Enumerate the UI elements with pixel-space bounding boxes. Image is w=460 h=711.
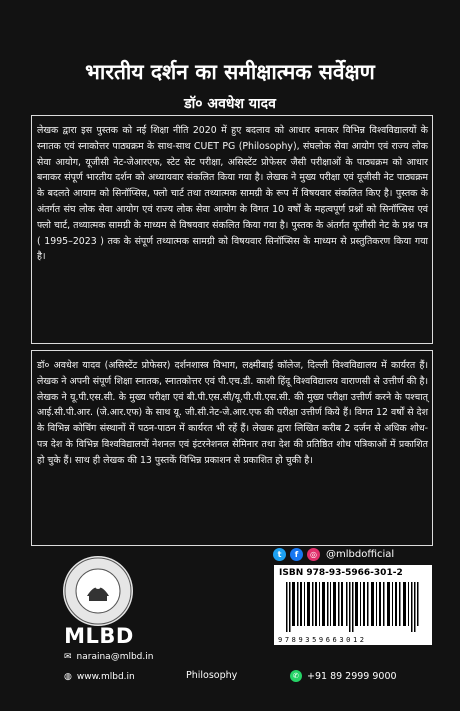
social-handle[interactable]: @mlbdofficial [326,549,395,560]
publisher-seal [63,556,133,626]
instagram-icon[interactable]: ◎ [307,548,320,561]
phone-contact[interactable] [290,670,397,682]
author-name: डॉ० अवधेश यादव [184,96,276,112]
author-bio-box [31,350,433,546]
social-links [273,548,394,561]
phone-text[interactable]: +91 89 2999 9000 [307,670,397,682]
facebook-icon[interactable]: f [290,548,303,561]
email-text[interactable]: naraina@mlbd.in [76,652,154,662]
book-description: लेखक द्वारा इस पुस्तक को नई शिक्षा नीति 2020 में हुए बदलाव को आधार बनाकर विभिन्न विश्वविद्यालयों के स्नातक एवं स्नाकोत्तर पाठ्यक्रम के साथ-साथ CUET PG (Philosophy), संघलोक सेवा आयोग एवं राज्य लोक सेवा आयोग, यूजीसी नेट-जेआरएफ, स्टेट सेट परीक्षा, असिस्टेंट प्रोफेसर जैसी परीक्षाओं के पाठ्यक्रम को आधार बनाकर संपूर्ण भारतीय दर्शन को अध्यायवार संकलित किया गया है। लेखक ने मुख्य परीक्षा एवं यूजीसी नेट पाठ्यक्रम के बदलते आयाम को सिनॉप्सिस, फ्लो चार्ट तथा तथ्यात्मक सामग्री के रूप में विषयवार संकलित किए है। पुस्तक के अंतर्गत संघ लोक सेवा आयोग एवं राज्य लोक सेवा आयोग के विगत 10 वर्षों के महत्वपूर्ण प्रश्नों को सिनॉप्सिस एवं फ्लो चार्ट, तथ्यात्मक सामग्री के माध्यम से विषयवार संकलित किया गया है। पुस्तक के अंतर्गत यूजीसी नेट के प्रश्न पत्र ( 1995–2023 ) तक के संपूर्ण तथ्यात्मक सामग्री को विषयवार सिनॉप्सिस के माध्यम से प्रस्तुतिकरण किया गया है। [37,125,428,263]
website-text[interactable]: www.mlbd.in [76,672,135,682]
isbn-text: ISBN 978-93-5966-301-2 [279,568,403,578]
email-contact[interactable] [64,652,153,662]
book-description-box [31,115,433,344]
whatsapp-icon: ✆ [290,670,302,682]
subject-label: Philosophy [186,670,238,681]
twitter-icon[interactable]: t [273,548,286,561]
barcode-bars [286,582,420,632]
page-title: भारतीय दर्शन का समीक्षात्मक सर्वेक्षण [85,59,375,84]
publisher-logo: MLBD [64,624,134,648]
globe-icon: ◍ [64,672,72,682]
barcode-panel [274,565,432,645]
mail-icon: ✉ [64,652,72,662]
author-bio: डॉ० अवधेश यादव (असिस्टेंट प्रोफेसर) दर्शनशास्त्र विभाग, लक्ष्मीबाई कॉलेज, दिल्ली विश्वविद्यालय में कार्यरत हैं। लेखक ने अपनी संपूर्ण शिक्षा स्नातक, स्नातकोत्तर एवं पी.एच.डी. काशी हिंदू विश्वविद्यालय वाराणसी से उत्तीर्ण की है। लेखक ने यू.पी.एस.सी. के मुख्य परीक्षा एवं बी.पी.एस.सी/यू.पी.पी.एस.सी. की मुख्य परीक्षा उत्तीर्ण करने के पश्चात् आई.सी.पी.आर. (जे.आर.एफ) के साथ यू. जी.सी.नेट-जे.आर.एफ की परीक्षा उत्तीर्ण किये हैं। विगत 12 वर्षों से देश के विभिन्न कोचिंग संस्थानों में पठन-पाठन में कार्यरत भी रहें हैं। लेखक द्वारा लिखित करीब 2 दर्जन से अधिक शोध-पत्र देश के विभिन्न विश्वविद्यालयों नेशनल एवं इंटरनेशनल सेमिनार तथा देश की प्रतिष्ठित शोध पत्रिकाओं में प्रकाशित हो चुके हैं। साथ ही लेखक की 13 पुस्तकें विभिन्न प्रकाशन से प्रकाशित हो चुकी है। [37,360,428,466]
website-contact[interactable] [64,672,135,682]
barcode-number: 9789359663012 [278,636,367,644]
